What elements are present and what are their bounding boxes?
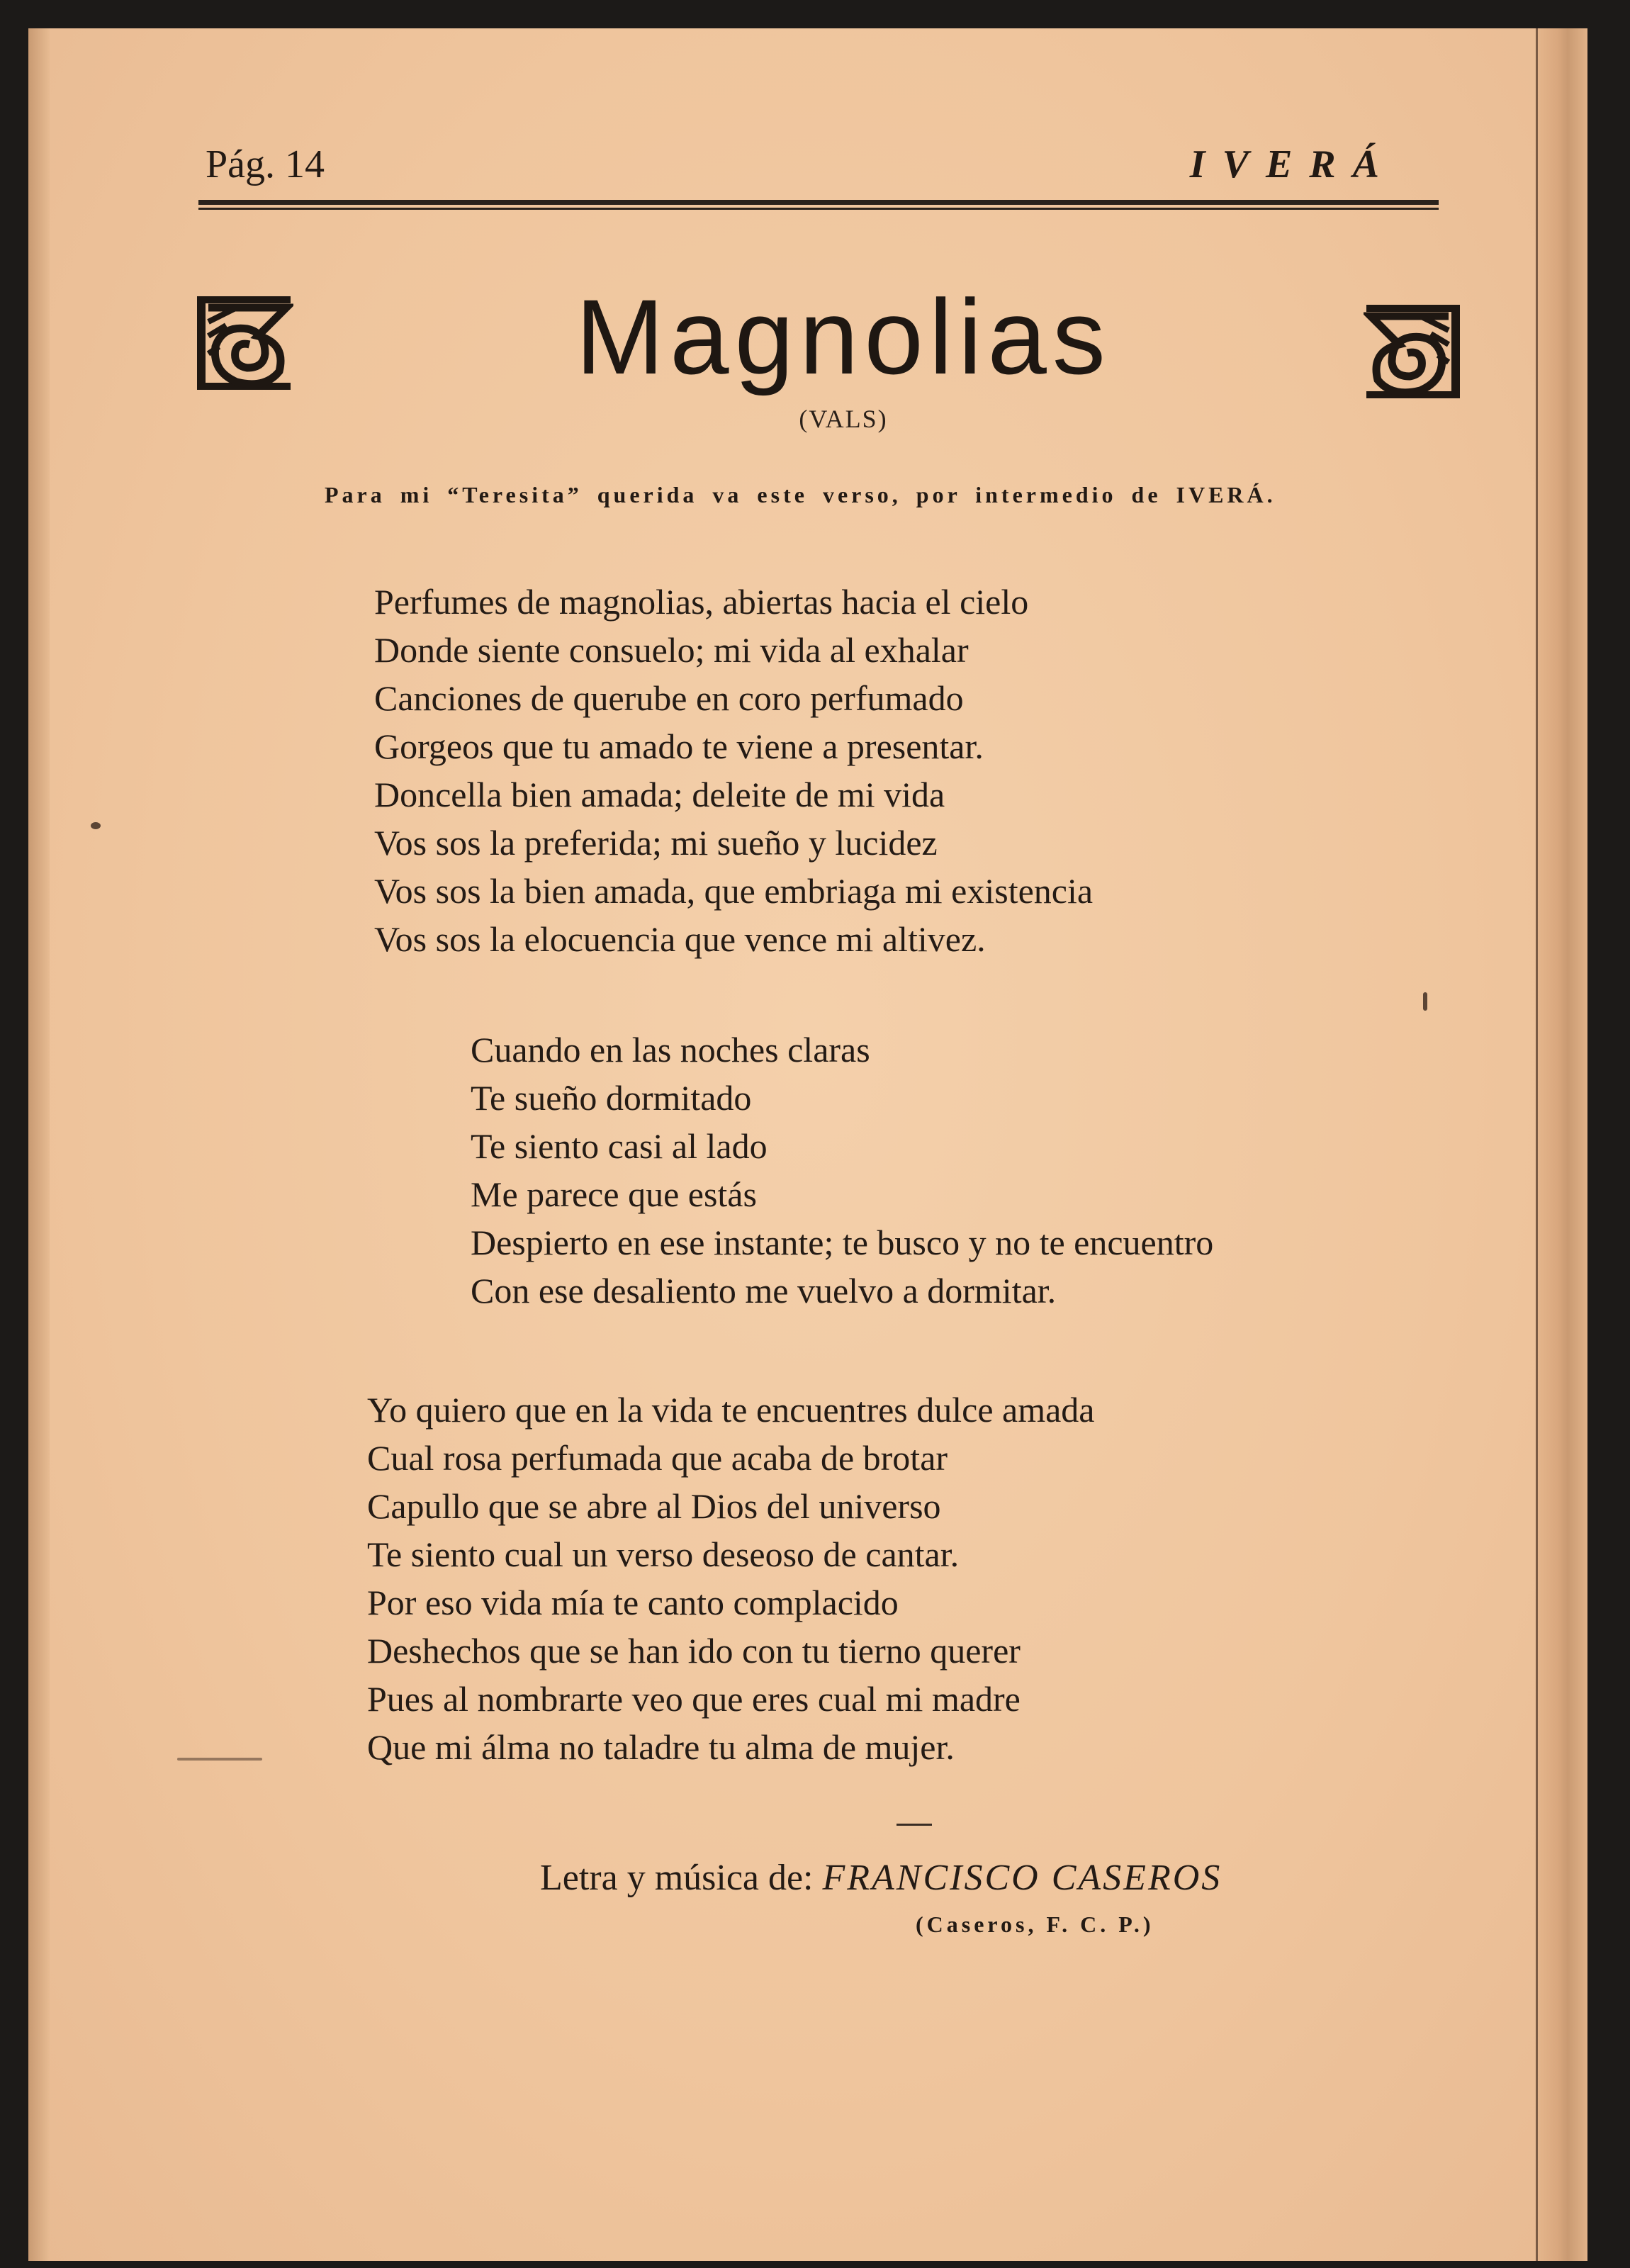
poem-subtitle: (VALS) [799, 405, 888, 433]
stanza-1 [374, 578, 1093, 963]
verse-line: Cual rosa perfumada que acaba de brotar [367, 1438, 948, 1478]
stanza-3 [367, 1386, 1095, 1771]
verse-line: Te siento cual un verso deseoso de cantar. [367, 1534, 960, 1574]
verse-line: Me parece que estás [471, 1174, 757, 1214]
ink-smudge [1423, 992, 1427, 1011]
ink-smudge [177, 1758, 262, 1761]
dedication: Para mi “Teresita” querida va este verso, por intermedio de IVERÁ. [325, 482, 1276, 507]
credit-prefix: Letra y música de: [540, 1858, 814, 1898]
verse-line: Vos sos la bien amada, que embriaga mi existencia [374, 871, 1094, 911]
verse-line: Yo quiero que en la vida te encuentres dulce amada [367, 1390, 1095, 1430]
header-rule-thin [198, 208, 1439, 210]
credit-place: (Caseros, F. C. P.) [916, 1911, 1154, 1937]
page-number: Pág. 14 [206, 142, 325, 186]
verse-line: Vos sos la elocuencia que vence mi altivez. [374, 919, 986, 959]
verse-line: Por eso vida mía te canto complacido [367, 1583, 899, 1622]
verse-line: Con ese desaliento me vuelvo a dormitar. [471, 1271, 1057, 1310]
verse-line: Despierto en ese instante; te busco y no te encuentro [471, 1223, 1214, 1262]
verse-line: Gorgeos que tu amado te viene a presentar. [374, 726, 984, 766]
magazine-page [28, 28, 1587, 2261]
verse-line: Te siento casi al lado [471, 1126, 768, 1166]
verse-line: Vos sos la preferida; mi sueño y lucidez [374, 823, 938, 863]
verse-line: Canciones de querube en coro perfumado [374, 678, 964, 718]
verse-line: Deshechos que se han ido con tu tierno querer [367, 1631, 1021, 1671]
poem-title: Magnolias [575, 277, 1111, 396]
stanza-2 [471, 1026, 1213, 1315]
verse-line: Pues al nombrarte veo que eres cual mi madre [367, 1679, 1021, 1719]
header-rule [198, 200, 1439, 205]
ink-smudge [91, 822, 101, 829]
separator-dash [896, 1824, 932, 1826]
verse-line: Donde siente consuelo; mi vida al exhalar [374, 630, 969, 670]
credit-author: FRANCISCO CASEROS [822, 1858, 1222, 1898]
credit-line [540, 1857, 1222, 1899]
verse-line: Cuando en las noches claras [471, 1030, 870, 1070]
verse-line: Capullo que se abre al Dios del universo [367, 1486, 941, 1526]
verse-line: Que mi álma no taladre tu alma de mujer. [367, 1727, 955, 1767]
verse-line: Perfumes de magnolias, abiertas hacia el cielo [374, 582, 1029, 622]
verse-line: Te sueño dormitado [471, 1078, 752, 1118]
magazine-name: IVERÁ [1189, 142, 1396, 186]
verse-line: Doncella bien amada; deleite de mi vida [374, 775, 945, 814]
